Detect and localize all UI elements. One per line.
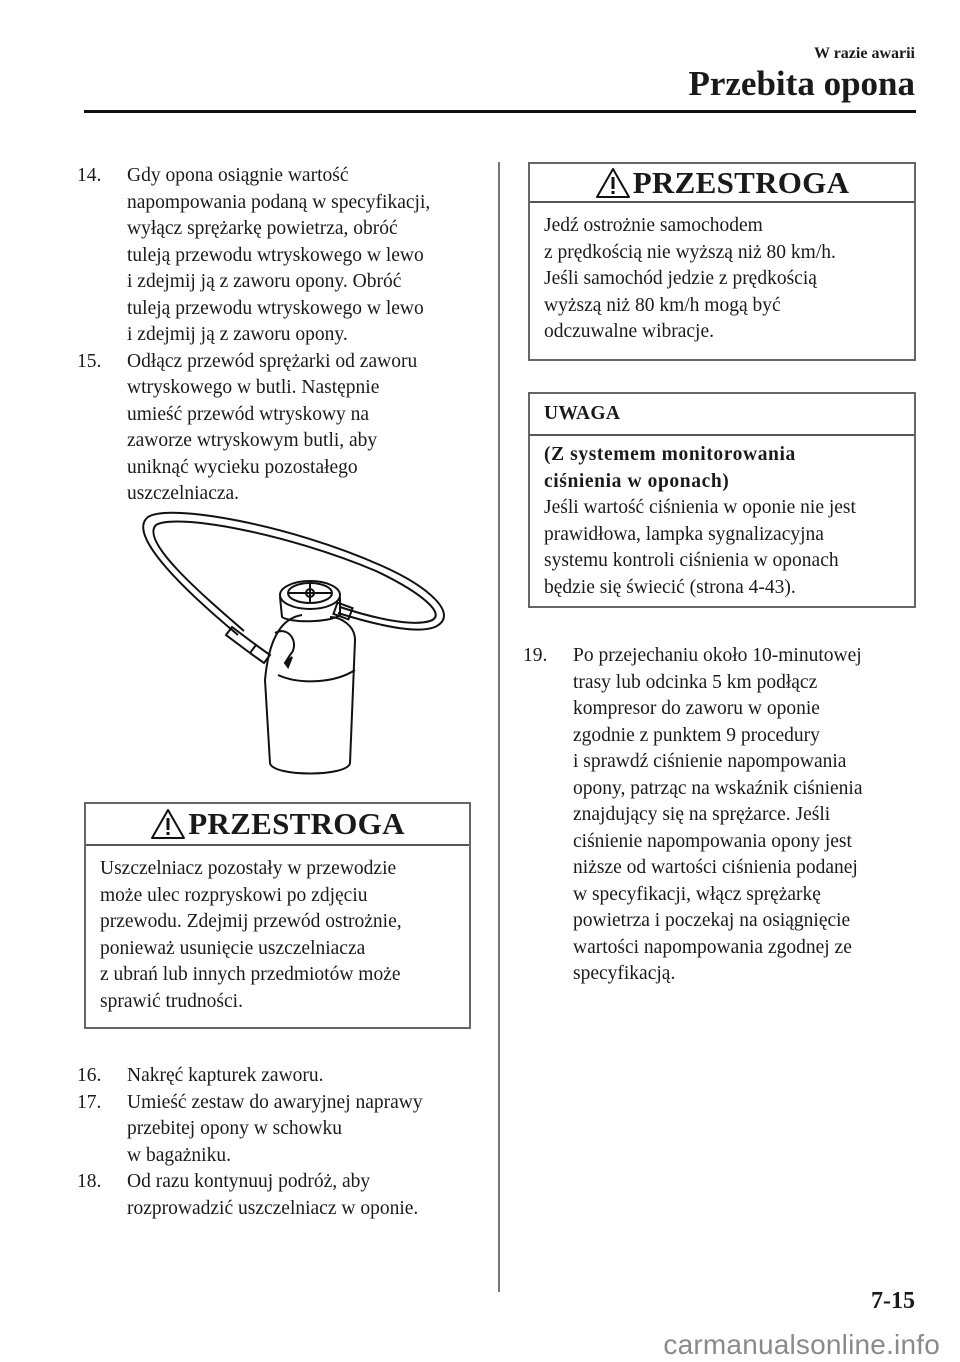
step-number: 14. <box>77 165 102 186</box>
caution-box-right <box>528 162 916 361</box>
step-text-line: zgodnie z punktem 9 procedury <box>573 724 820 746</box>
step-text-line: opony, patrząc na wskaźnik ciśnienia <box>573 777 863 799</box>
caution-body <box>86 846 469 1025</box>
step-text-line: napompowania podaną w specyfikacji, <box>127 191 431 213</box>
sealant-bottle-illustration <box>130 505 470 780</box>
steps-list-b <box>77 1063 487 1222</box>
caution-header <box>530 164 914 203</box>
step-text-line: ciśnienie napompowania opony jest <box>573 830 852 852</box>
caution-label: PRZESTROGA <box>632 164 850 200</box>
step-text-line: i sprawdź ciśnienie napompowania <box>573 751 847 772</box>
body-text-line: może ulec rozpryskowi po zdjęciu <box>100 884 368 906</box>
step-text-line: Gdy opona osiągnie wartość <box>127 165 349 186</box>
step-text-line: Od razu kontynuuj podróż, aby <box>127 1171 371 1192</box>
warning-triangle-icon <box>150 808 186 840</box>
body-text-line: systemu kontroli ciśnienia w oponach <box>544 550 839 571</box>
step-text-line: przebitej opony w schowku <box>127 1118 342 1139</box>
body-text-line: przewodu. Zdejmij przewód ostrożnie, <box>100 911 402 932</box>
step-text-line: niższe od wartości ciśnienia podanej <box>573 857 858 878</box>
page-title: Przebita opona <box>688 64 915 103</box>
note-box <box>528 392 916 608</box>
step-text-line: wyłącz sprężarkę powietrza, obróć <box>127 218 398 239</box>
sealant-bottle-hose-icon <box>130 505 470 780</box>
caution-header <box>86 804 469 846</box>
step-text-line: wartości napompowania zgodnej ze <box>573 936 852 958</box>
step-text-line: Po przejechaniu około 10-minutowej <box>573 645 862 666</box>
step-text-line: Umieść zestaw do awaryjnej naprawy <box>127 1091 423 1113</box>
body-text-line: Uszczelniacz pozostały w przewodzie <box>100 858 397 879</box>
step-item <box>77 349 487 508</box>
step-item <box>77 1169 487 1222</box>
watermark: carmanualsonline.info <box>663 1329 940 1360</box>
body-text-line: z ubrań lub innych przedmiotów może <box>100 964 401 985</box>
step-number: 15. <box>77 350 102 372</box>
body-text-line: ponieważ usunięcie uszczelniacza <box>100 937 366 959</box>
body-text-line: Jeśli samochód jedzie z prędkością <box>544 268 817 289</box>
step-text-line: tuleją przewodu wtryskowego w lewo <box>127 297 424 319</box>
step-item <box>77 1090 487 1170</box>
step-text-line: Nakręć kapturek zaworu. <box>127 1065 324 1086</box>
step-text-line: i zdejmij ją z zaworu opony. Obróć <box>127 271 402 292</box>
caution-body <box>530 203 914 356</box>
step-item <box>77 163 487 349</box>
body-text-line: sprawić trudności. <box>100 990 243 1012</box>
step-text-line: zaworze wtryskowym butli, aby <box>127 430 378 451</box>
body-text-line: z prędkością nie wyższą niż 80 km/h. <box>544 241 836 263</box>
body-text-line: (Z systemem monitorowania <box>544 444 796 465</box>
note-label: UWAGA <box>544 403 621 424</box>
step-text-line: umieść przewód wtryskowy na <box>127 403 370 425</box>
column-divider <box>498 162 500 1292</box>
caution-label: PRZESTROGA <box>188 806 405 841</box>
step-number: 17. <box>77 1091 102 1113</box>
page-number: 7-15 <box>871 1288 915 1314</box>
step-text-line: i zdejmij ją z zaworu opony. <box>127 324 348 345</box>
step-text-line: tuleją przewodu wtryskowego w lewo <box>127 244 424 266</box>
header-rule <box>84 110 916 113</box>
step-text-line: kompresor do zaworu w oponie <box>573 698 820 719</box>
body-text-line: Jedź ostrożnie samochodem <box>544 215 763 236</box>
body-text-line: Jeśli wartość ciśnienia w oponie nie jest <box>544 497 856 518</box>
step-text-line: znajdujący się na sprężarce. Jeśli <box>573 804 831 825</box>
body-text-line: ciśnienia w oponach) <box>544 470 730 492</box>
step-text-line: rozprowadzić uszczelniacz w oponie. <box>127 1197 419 1219</box>
step-text-line: powietrza i poczekaj na osiągnięcie <box>573 910 851 931</box>
step-text-line: uszczelniacza. <box>127 483 240 504</box>
step-item <box>77 1063 487 1090</box>
step-text-line: wtryskowego w butli. Następnie <box>127 377 380 398</box>
step-item <box>523 643 923 988</box>
step-number: 19. <box>523 645 548 666</box>
body-text-line: wyższą niż 80 km/h mogą być <box>544 294 781 316</box>
step-text-line: w specyfikacji, włącz sprężarkę <box>573 883 821 905</box>
step-text-line: Odłącz przewód sprężarki od zaworu <box>127 350 418 372</box>
step-text-line: w bagażniku. <box>127 1144 231 1166</box>
section-title: W razie awarii <box>813 45 915 62</box>
note-body <box>530 436 914 611</box>
step-text-line: trasy lub odcinka 5 km podłącz <box>573 671 818 693</box>
body-text-line: odczuwalne wibracje. <box>544 321 714 342</box>
body-text-line: będzie się świecić (strona 4-43). <box>544 576 796 598</box>
step-text-line: uniknąć wycieku pozostałego <box>127 456 358 478</box>
step-number: 18. <box>77 1171 102 1192</box>
steps-list-c <box>523 643 923 988</box>
warning-triangle-icon <box>595 167 631 199</box>
note-header <box>530 394 914 436</box>
steps-list-a <box>77 163 487 508</box>
caution-box-left <box>84 802 471 1029</box>
step-number: 16. <box>77 1065 102 1086</box>
step-text-line: specyfikacją. <box>573 963 676 984</box>
body-text-line: prawidłowa, lampka sygnalizacyjna <box>544 523 824 545</box>
